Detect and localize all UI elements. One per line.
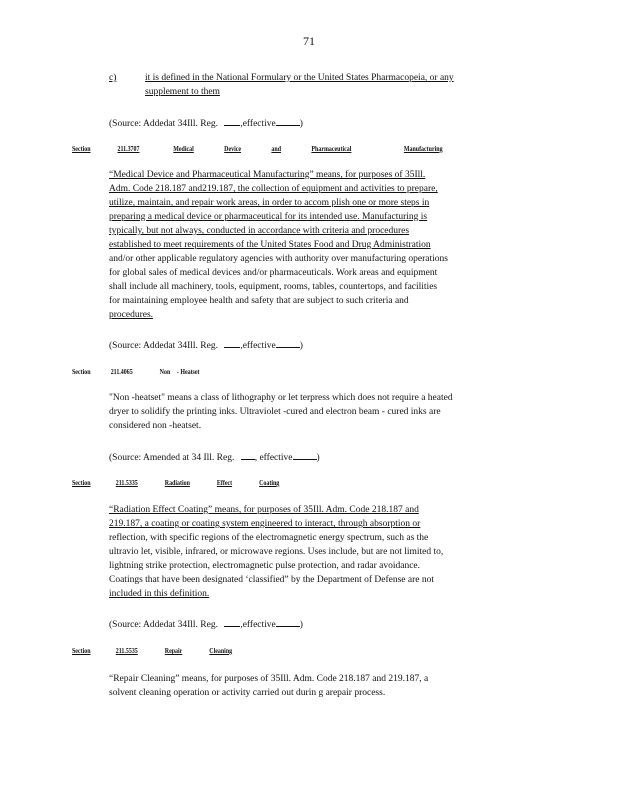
section-title-word: Manufacturing [403, 145, 443, 153]
source-note [109, 617, 303, 630]
section-title-word: Coating [259, 479, 280, 487]
blank-line [224, 617, 240, 627]
source-text: ,effective [240, 341, 276, 351]
source-text: ) [316, 453, 320, 463]
section-number: 211.5535 [115, 647, 138, 655]
source-text: ) [299, 119, 303, 129]
item-line: supplement to them [145, 87, 220, 97]
source-text: (Source: Addedat 34Ill. Reg. [109, 620, 218, 630]
section-label: Section [72, 479, 91, 487]
blank-line [276, 116, 300, 126]
section-title-word: Medical [173, 145, 194, 153]
paragraph-line: typically, but not always, conducted in accordance with criteria and procedures [109, 226, 410, 236]
section-title-word: Effect [216, 479, 233, 487]
blank-line [293, 450, 317, 460]
blank-line [224, 338, 240, 348]
paragraph-line: for maintaining employee health and safety that are subject to such criteria and [109, 296, 409, 306]
blank-line [276, 338, 300, 348]
paragraph-line: for global sales of medical devices and/or pharmaceuticals. Work areas and equipment [109, 268, 438, 278]
item-label: c) [109, 73, 117, 83]
blank-line [241, 450, 255, 460]
section-number: 211.4065 [110, 368, 133, 376]
source-text: (Source: Amended at 34 Ill. Reg. [109, 453, 235, 463]
list-item-c [109, 71, 539, 101]
paragraph-line: procedures. [109, 310, 154, 320]
definition-paragraph [109, 168, 533, 322]
paragraph-line: preparing a medical device or pharmaceutical for its intended use. Manufacturing is [109, 212, 428, 222]
definition-paragraph [109, 503, 533, 601]
source-text: , effective [254, 453, 293, 463]
paragraph-line: shall include all machinery, tools, equipment, rooms, tables, countertops, and facilities [109, 282, 438, 292]
paragraph-line: dryer to solidify the printing inks. Ultraviolet -cured and electron beam - cured inks are [109, 407, 441, 417]
paragraph-line: utilize, maintain, and repair work areas, in order to accom plish one or more steps in [109, 198, 430, 208]
paragraph-line: reflection, with specific regions of the electromagnetic energy spectrum, such as the [109, 533, 429, 543]
paragraph-line: ultravio let, visible, infrared, or microwave regions. Uses include, but are not limited to, [109, 547, 444, 557]
paragraph-line: Coatings that have been designated ‘classified” by the Department of Defense are not [109, 575, 434, 585]
paragraph-line: Adm. Code 218.187 and219.187, the collection of equipment and activities to prepare, [109, 184, 438, 194]
section-heading [72, 368, 200, 376]
paragraph-line: “Medical Device and Pharmaceutical Manufacturing” means, for purposes of 35Ill. [109, 170, 426, 180]
paragraph-line: solvent cleaning operation or activity carried out durin g arepair process. [109, 688, 386, 698]
section-label: Section [72, 368, 91, 376]
section-heading [72, 479, 279, 487]
blank-line [224, 116, 240, 126]
paragraph-line: “Repair Cleaning” means, for purposes of 35Ill. Adm. Code 218.187 and 219.187, a [109, 674, 429, 684]
section-heading [72, 647, 258, 655]
section-label: Section [72, 145, 91, 153]
paragraph-line: established to meet requirements of the United States Food and Drug Administration [109, 240, 431, 250]
paragraph-line: lightning strike protection, electromagnetic pulse protection, and radar avoidance. [109, 561, 421, 571]
definition-paragraph [109, 672, 533, 700]
paragraph-line: included in this definition. [109, 589, 210, 599]
definition-paragraph [109, 391, 533, 433]
source-text: ,effective [240, 620, 276, 630]
blank-line [276, 617, 300, 627]
section-label: Section [72, 647, 91, 655]
section-title-word: Repair [164, 647, 183, 655]
section-number: 211.3707 [117, 145, 140, 153]
source-text: (Source: Addedat 34Ill. Reg. [109, 119, 218, 129]
section-title-word: and [271, 145, 282, 153]
section-title-word: - Heatset [176, 368, 200, 376]
item-text [145, 71, 539, 99]
section-number: 211.5335 [115, 479, 138, 487]
paragraph-line: and/or other applicable regulatory agencies with authority over manufacturing operations [109, 254, 448, 264]
section-title-word: Non [159, 368, 171, 376]
paragraph-line: “Radiation Effect Coating” means, for purposes of 35Ill. Adm. Code 218.187 and [109, 505, 419, 515]
source-note [109, 116, 303, 129]
paragraph-line: "Non -heatset" means a class of lithography or let terpress which does not require a heated [109, 393, 453, 403]
source-text: ,effective [240, 119, 276, 129]
section-title-word: Cleaning [209, 647, 233, 655]
source-text: ) [299, 341, 303, 351]
paragraph-line: considered non -heatset. [109, 421, 202, 431]
section-title-word: Pharmaceutical [311, 145, 352, 153]
section-title-word: Radiation [164, 479, 190, 487]
source-note [109, 450, 320, 463]
paragraph-line: 219.187, a coating or coating system engineered to interact, through absorption or [109, 519, 421, 529]
item-line: it is defined in the National Formulary or the United States Pharmacopeia, or any [145, 73, 454, 83]
page-number: 71 [303, 34, 315, 48]
section-title-word: Device [224, 145, 242, 153]
source-text: (Source: Addedat 34Ill. Reg. [109, 341, 218, 351]
section-heading [72, 145, 477, 153]
source-note [109, 338, 303, 351]
source-text: ) [299, 620, 303, 630]
